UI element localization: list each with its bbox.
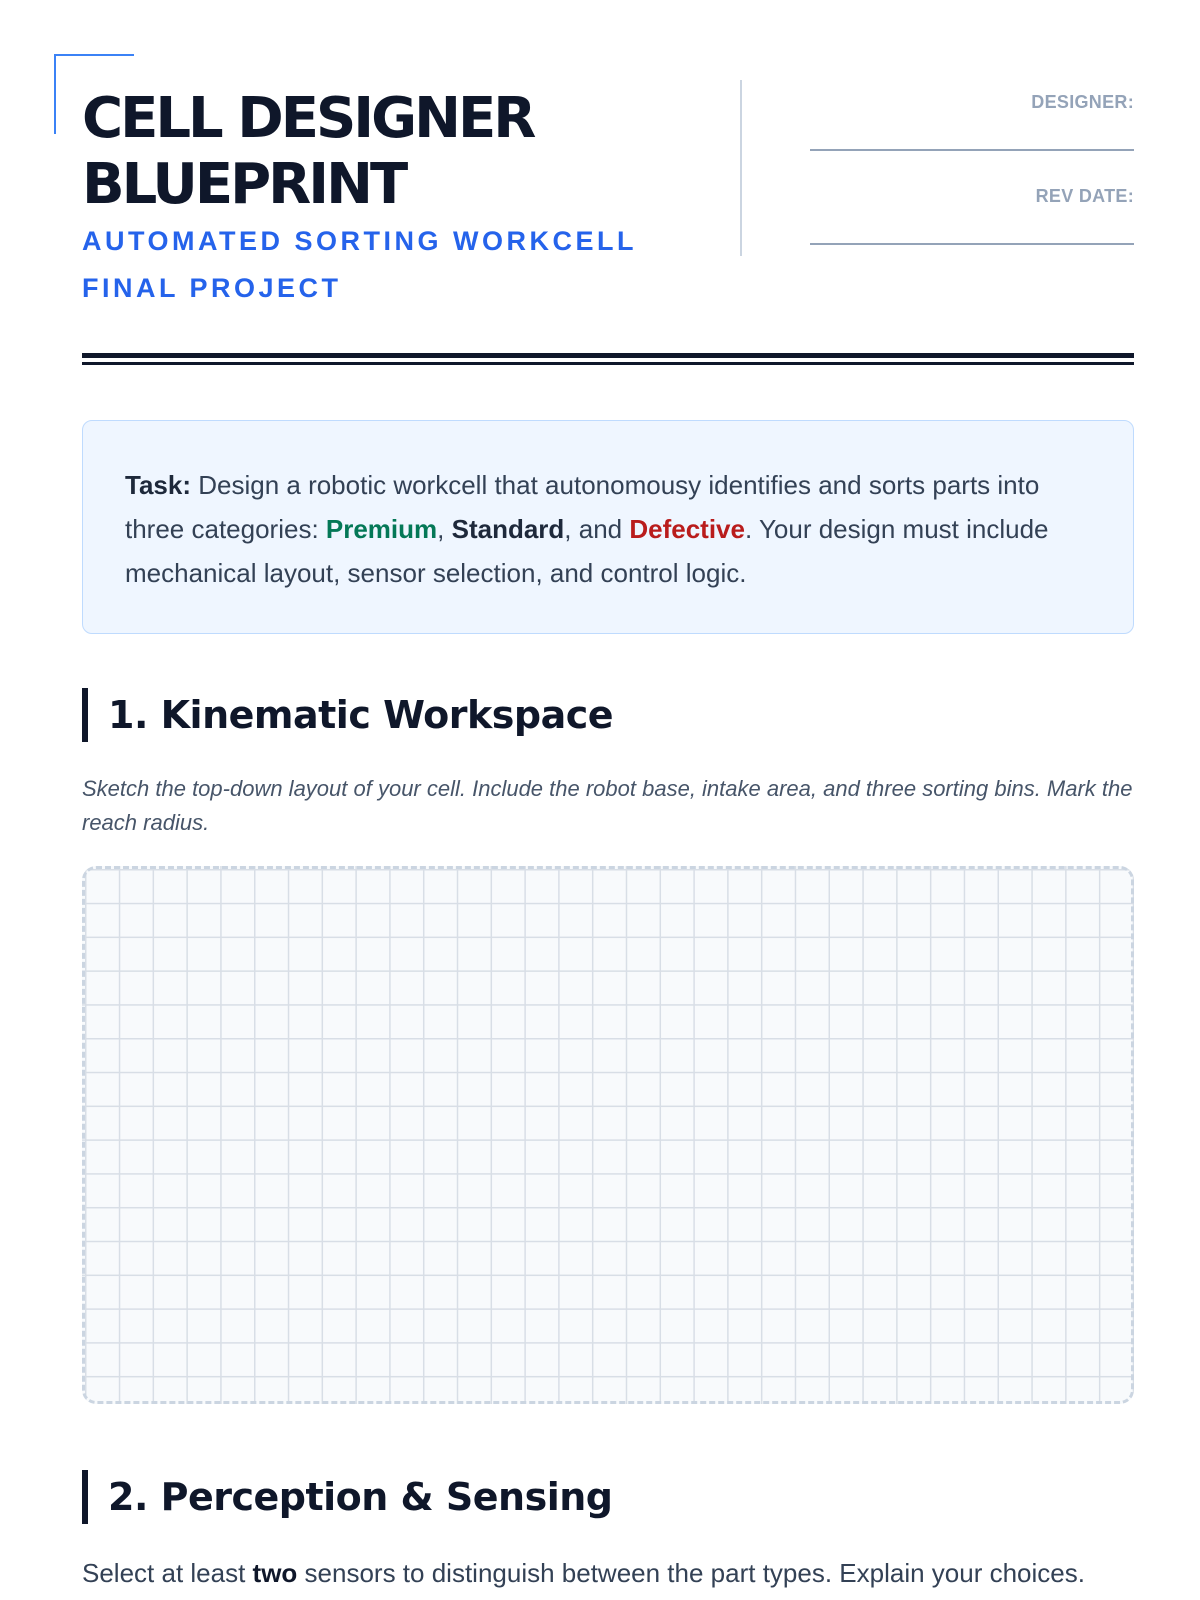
task-label: Task:	[125, 470, 191, 500]
designer-label: DESIGNER:	[1031, 92, 1134, 112]
rev-date-field[interactable]	[810, 174, 1134, 268]
subtitle-line-2: FINAL PROJECT	[82, 273, 342, 303]
kinematic-instructions: Sketch the top-down layout of your cell. Include the robot base, intake area, and three sorting bins. Mark the reach radius.	[82, 776, 1133, 835]
premium-category: Premium	[325, 514, 438, 544]
sketch-grid-area[interactable]	[82, 866, 1134, 1404]
perception-text-before: Select at least	[82, 1558, 253, 1588]
meta-fields	[810, 80, 1134, 268]
title-line-1: CELL DESIGNER	[82, 86, 534, 151]
header-rule-thin	[82, 362, 1134, 365]
document-header	[82, 80, 1134, 306]
section-bar	[82, 688, 88, 742]
subtitle-line-1: AUTOMATED SORTING WORKCELL	[82, 226, 637, 256]
page-title	[82, 86, 722, 218]
header-divider	[740, 80, 742, 256]
perception-emphasis: two	[252, 1558, 298, 1588]
task-and: , and	[564, 514, 630, 544]
designer-field[interactable]	[810, 80, 1134, 174]
task-text-before: Design a robotic workcell that autonomousy identifies and sorts parts into three categories:	[125, 470, 1040, 544]
page-subtitle	[82, 218, 722, 312]
rev-date-label: REV DATE:	[1035, 186, 1134, 206]
designer-line[interactable]	[810, 149, 1134, 151]
task-text-after: . Your design must include mechanical layout, sensor selection, and control logic.	[125, 514, 1049, 588]
title-line-2: BLUEPRINT	[82, 152, 406, 217]
standard-category: Standard	[451, 514, 565, 544]
header-rule-thick	[82, 353, 1134, 358]
task-callout	[82, 420, 1134, 634]
section-perception-header	[82, 1470, 1134, 1524]
rev-date-line[interactable]	[810, 243, 1134, 245]
task-comma: ,	[437, 514, 452, 544]
section-kinematic-header	[82, 688, 1134, 742]
section-perception-title: 2. Perception & Sensing	[108, 1475, 613, 1519]
perception-text-after: sensors to distinguish between the part types. Explain your choices.	[297, 1558, 1085, 1588]
defective-category: Defective	[629, 514, 745, 544]
section-kinematic-title: 1. Kinematic Workspace	[108, 693, 614, 737]
section-bar	[82, 1470, 88, 1524]
perception-instructions	[82, 1555, 1152, 1591]
